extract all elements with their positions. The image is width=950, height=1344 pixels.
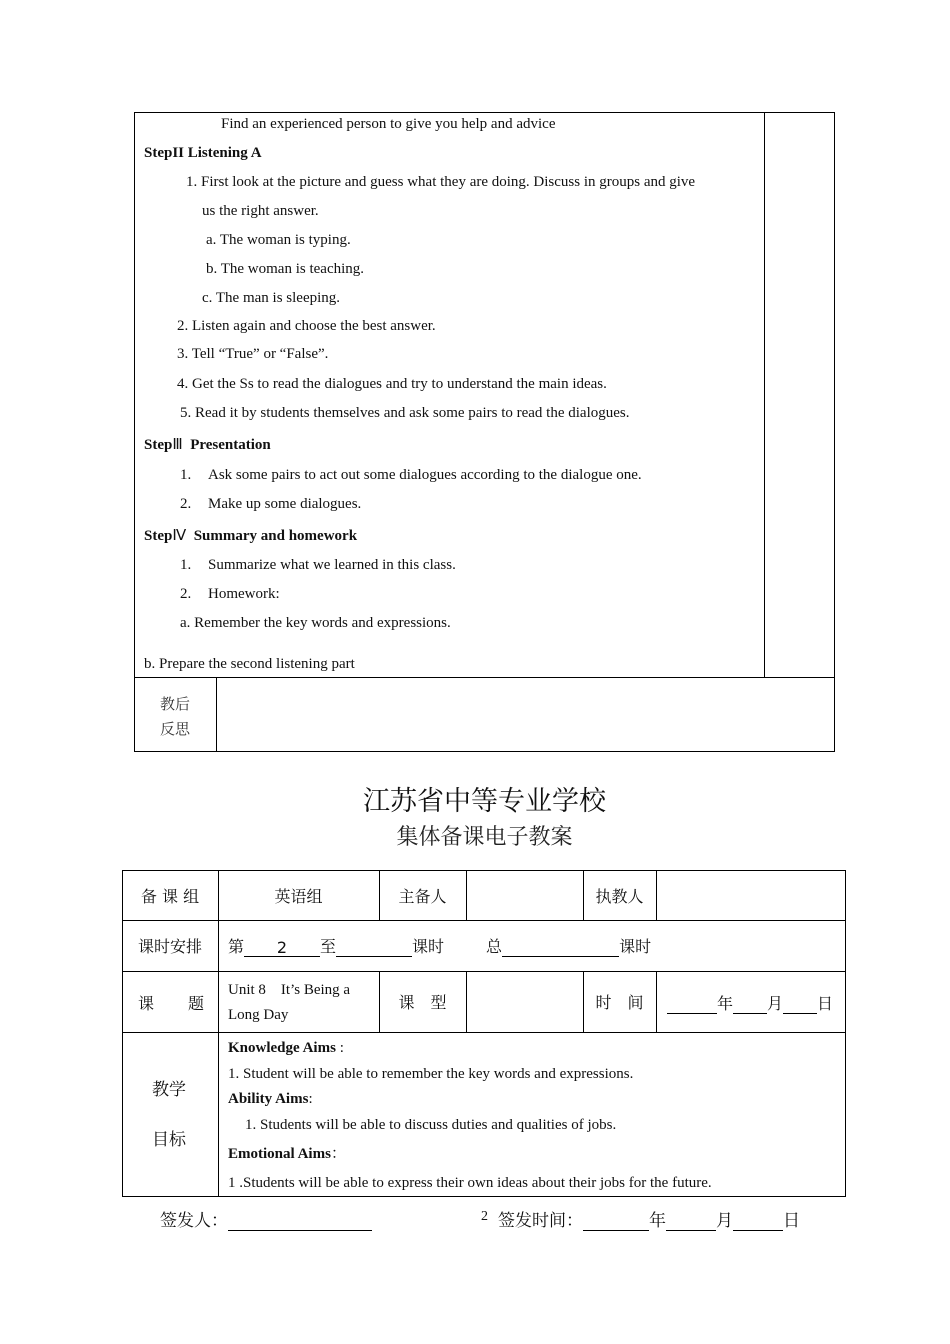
homework-b: b. Prepare the second listening part [144, 656, 355, 672]
signer-blank [228, 1210, 372, 1231]
time-label: 时 间 [595, 993, 644, 1012]
ability-aims [228, 1091, 313, 1108]
period-start: 2 [244, 938, 320, 957]
emotional-item: 1 .Students will be able to express their own ideas about their jobs for the future. [228, 1175, 712, 1191]
table-divider [134, 677, 835, 678]
step3-item-1: Ask some pairs to act out some dialogues according to the dialogue one. [208, 467, 642, 483]
option-c: c. The man is sleeping. [202, 290, 341, 306]
period-label: 课时安排 [137, 937, 202, 956]
page-number: 2 [481, 1209, 488, 1224]
time-month: 月 [767, 994, 784, 1013]
knowledge-item: 1. Student will be able to remember the key words and expressions. [228, 1066, 634, 1082]
ability-title: Ability Aims [228, 1091, 309, 1107]
time-day: 日 [817, 994, 834, 1013]
emotional-aims [228, 1142, 346, 1163]
period-di: 第 [228, 937, 245, 956]
step3-item-2-num: 2. [180, 496, 192, 512]
step3-prefix: Step [144, 437, 173, 453]
step3-title [144, 435, 271, 454]
lead-teacher-value [466, 870, 583, 920]
step2-item-2: 2. Listen again and choose the best answer. [177, 318, 436, 334]
step3-item-1-num: 1. [180, 467, 192, 483]
teacher-label: 执教人 [595, 886, 644, 906]
topic-line-2: Long Day [228, 1007, 289, 1023]
teacher-value [656, 870, 846, 920]
lesson-type-value [466, 971, 583, 1032]
reflection-label-line1: 教后 [160, 695, 191, 713]
homework-a: a. Remember the key words and expressions. [180, 615, 451, 631]
topic-line-1: Unit 8 It’s Being a [228, 982, 351, 998]
lesson-type-label: 课 型 [398, 993, 447, 1012]
lead-teacher-label: 主备人 [398, 886, 447, 906]
option-a: a. The woman is typing. [206, 232, 351, 248]
group-label: 备 课 组 [140, 886, 200, 906]
step2-item-3: 3. Tell “True” or “False”. [177, 346, 329, 362]
time-value [667, 991, 833, 1014]
knowledge-colon: : [335, 1040, 344, 1056]
document-subtitle: 集体备课电子教案 [396, 825, 573, 850]
step3-item-2: Make up some dialogues. [208, 496, 362, 512]
time-year: 年 [717, 994, 734, 1013]
intro-line: Find an experienced person to give you help and advice [221, 116, 556, 132]
knowledge-title: Knowledge Aims [228, 1040, 336, 1056]
emotional-colon: ： [330, 1144, 346, 1162]
aims-label-1: 教学 [152, 1080, 186, 1100]
sign-time-label: 签发时间： [498, 1211, 583, 1231]
step2-item-1-cont: us the right answer. [202, 203, 319, 219]
period-keshi-1: 课时 [412, 937, 445, 956]
step4-name: Summary and homework [193, 528, 358, 544]
option-b: b. The woman is teaching. [206, 261, 365, 277]
emotional-title: Emotional Aims [228, 1146, 331, 1162]
school-title: 江苏省中等专业学校 [363, 786, 606, 817]
table-divider [764, 112, 765, 678]
sign-year: 年 [649, 1211, 666, 1231]
step4-item-1: Summarize what we learned in this class. [208, 557, 456, 573]
reflection-label-line2: 反思 [160, 720, 191, 738]
knowledge-aims [228, 1040, 344, 1057]
step2-item-4: 4. Get the Ss to read the dialogues and try to understand the main ideas. [177, 376, 607, 392]
sign-day-blank [733, 1210, 783, 1231]
step4-item-2-num: 2. [180, 586, 192, 602]
ability-item: 1. Students will be able to discuss duties and qualities of jobs. [245, 1117, 617, 1133]
ability-colon: : [308, 1091, 313, 1107]
group-value: 英语组 [274, 886, 323, 906]
topic-label-1: 课 [138, 994, 155, 1013]
time-day-blank [783, 995, 817, 1014]
period-schedule [228, 934, 651, 957]
aims-label-2: 目标 [152, 1130, 186, 1150]
sign-month-blank [666, 1210, 716, 1231]
signer-label: 签发人： [160, 1211, 228, 1231]
period-total-blank [502, 938, 619, 957]
step4-numeral: Ⅳ [172, 526, 187, 544]
step4-item-2: Homework: [208, 586, 280, 602]
time-year-blank [667, 995, 717, 1014]
period-keshi-2: 课时 [619, 937, 652, 956]
step4-title [144, 526, 357, 545]
step2-title: StepII Listening A [144, 145, 262, 161]
time-month-blank [733, 995, 767, 1014]
table-divider [656, 971, 657, 1033]
table-divider [122, 920, 846, 921]
sign-year-blank [583, 1210, 649, 1231]
table-divider [122, 1032, 846, 1033]
period-zong: 总 [486, 937, 503, 956]
step3-numeral: Ⅲ [172, 435, 183, 453]
step4-prefix: Step [144, 528, 173, 544]
sign-day: 日 [783, 1211, 800, 1231]
topic-label-2: 题 [188, 994, 205, 1013]
sign-month: 月 [716, 1211, 733, 1231]
step2-item-1: 1. First look at the picture and guess what they are doing. Discuss in groups and give [186, 174, 696, 190]
table-divider [216, 677, 217, 752]
step2-item-5: 5. Read it by students themselves and ask some pairs to read the dialogues. [180, 405, 630, 421]
step3-name: Presentation [190, 437, 271, 453]
signer-field [160, 1206, 372, 1231]
step4-item-1-num: 1. [180, 557, 192, 573]
period-end-blank [336, 938, 412, 957]
period-zhi: 至 [320, 937, 337, 956]
sign-time-field [498, 1206, 800, 1231]
